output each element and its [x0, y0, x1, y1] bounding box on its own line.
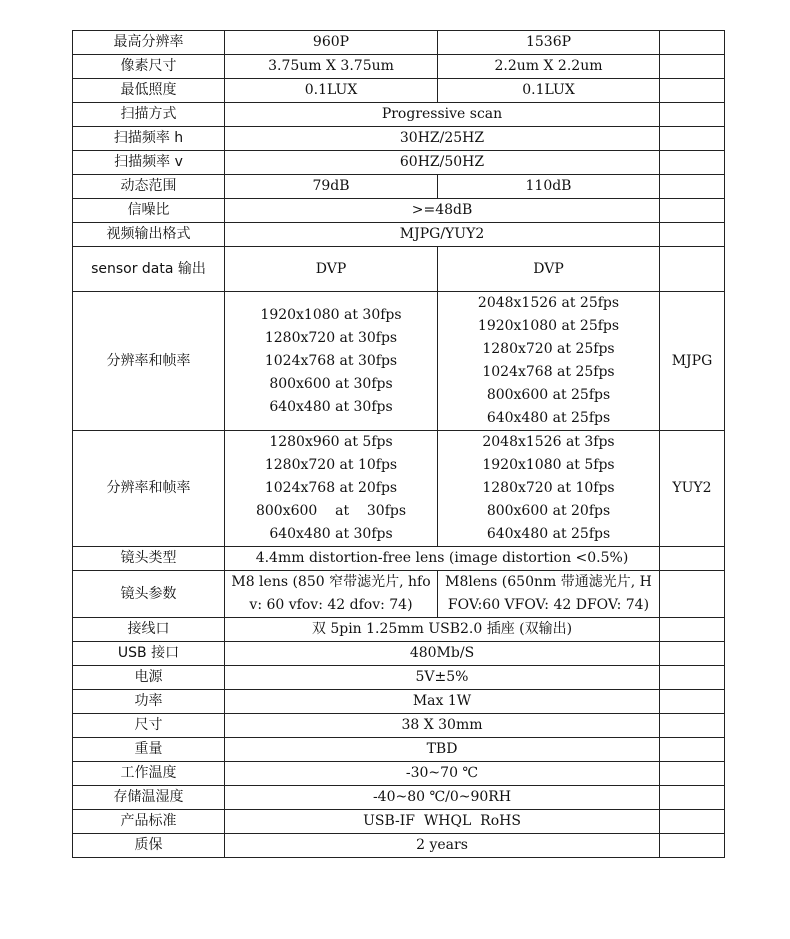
value-a: 3.75um X 3.75um [225, 55, 438, 79]
row-label: 最低照度 [73, 79, 225, 103]
row-resolution-fps-mjpg [73, 292, 725, 431]
row-warranty [73, 834, 725, 858]
row-weight [73, 738, 725, 762]
row-min-illumination [73, 79, 725, 103]
empty-cell [660, 151, 725, 175]
value-1536p: 1536P [438, 31, 660, 55]
row-connector [73, 618, 725, 642]
row-scan-freq-h [73, 127, 725, 151]
row-power-supply [73, 666, 725, 690]
fps-line: 1024x768 at 30fps [264, 352, 398, 369]
empty-cell [660, 103, 725, 127]
empty-cell [660, 247, 725, 292]
fps-line: 1024x768 at 25fps [482, 364, 615, 380]
fps-line: 1024x768 at 20fps [264, 480, 398, 496]
empty-cell [660, 642, 725, 666]
fps-line: 1280x720 at 10fps [482, 480, 615, 496]
value-merged: 30HZ/25HZ [225, 127, 660, 151]
value-a: M8 lens (850 窄带滤光片, hfov: 60 vfov: 42 dfov: 74) [225, 571, 438, 618]
row-operating-temp [73, 762, 725, 786]
empty-cell [660, 571, 725, 618]
format-label: MJPG [660, 292, 725, 431]
fps-line: 2048x1526 at 3fps [482, 434, 615, 450]
row-sensor-output [73, 247, 725, 292]
row-dimensions [73, 714, 725, 738]
fps-list-b [438, 431, 660, 547]
row-label: 电源 [73, 666, 225, 690]
value-merged: MJPG/YUY2 [225, 223, 660, 247]
fps-line: 1280x960 at 5fps [269, 434, 393, 450]
empty-cell [660, 31, 725, 55]
value-merged: Progressive scan [225, 103, 660, 127]
row-standards [73, 810, 725, 834]
value-merged: 38 X 30mm [225, 714, 660, 738]
empty-cell [660, 127, 725, 151]
value-b: DVP [438, 247, 660, 292]
row-label: 镜头参数 [73, 571, 225, 618]
row-power [73, 690, 725, 714]
value-merged: TBD [225, 738, 660, 762]
empty-cell [660, 223, 725, 247]
value-merged: -40~80 ℃/0~90RH [225, 786, 660, 810]
value-merged: 2 years [225, 834, 660, 858]
value-merged: >=48dB [225, 199, 660, 223]
row-label: 质保 [73, 834, 225, 858]
empty-cell [660, 810, 725, 834]
row-label: 工作温度 [73, 762, 225, 786]
empty-cell [660, 199, 725, 223]
row-label: 镜头类型 [73, 547, 225, 571]
fps-line: 1920x1080 at 30fps [260, 306, 402, 323]
row-snr [73, 199, 725, 223]
empty-cell [660, 547, 725, 571]
row-dynamic-range [73, 175, 725, 199]
value-a: DVP [225, 247, 438, 292]
row-label: 尺寸 [73, 714, 225, 738]
row-label: 动态范围 [73, 175, 225, 199]
fps-line: 800x600 at 30fps [255, 503, 407, 519]
fps-list-a [225, 431, 438, 547]
fps-line: 1280x720 at 10fps [264, 457, 398, 473]
row-scan-freq-v [73, 151, 725, 175]
row-label: 分辨率和帧率 [73, 292, 225, 431]
value-960p: 960P [225, 31, 438, 55]
row-lens-type [73, 547, 725, 571]
fps-list-a [225, 292, 438, 431]
value-merged: USB-IF WHQL RoHS [225, 810, 660, 834]
value-merged: -30~70 ℃ [225, 762, 660, 786]
empty-cell [660, 834, 725, 858]
fps-line: 800x600 at 25fps [486, 387, 611, 403]
value-merged: 4.4mm distortion-free lens (image distortion <0.5%) [225, 547, 660, 571]
row-max-resolution [73, 31, 725, 55]
row-resolution-fps-yuy2 [73, 431, 725, 547]
value-b: M8lens (650nm 带通滤光片, HFOV:60 VFOV: 42 DFOV: 74) [438, 571, 660, 618]
value-merged: 5V±5% [225, 666, 660, 690]
empty-cell [660, 666, 725, 690]
empty-cell [660, 762, 725, 786]
fps-line: 640x480 at 25fps [486, 410, 611, 426]
empty-cell [660, 786, 725, 810]
value-a: 0.1LUX [225, 79, 438, 103]
value-b: 2.2um X 2.2um [438, 55, 660, 79]
row-label: USB 接口 [73, 642, 225, 666]
fps-line: 800x600 at 30fps [269, 375, 393, 392]
value-merged: 双 5pin 1.25mm USB2.0 插座 (双输出) [225, 618, 660, 642]
empty-cell [660, 618, 725, 642]
value-merged: 480Mb/S [225, 642, 660, 666]
empty-cell [660, 79, 725, 103]
row-label: 扫描频率 h [73, 127, 225, 151]
empty-cell [660, 55, 725, 79]
row-label: 接线口 [73, 618, 225, 642]
format-label: YUY2 [660, 431, 725, 547]
row-label: 存储温湿度 [73, 786, 225, 810]
row-label: 视频输出格式 [73, 223, 225, 247]
row-label: 信噪比 [73, 199, 225, 223]
row-label: 产品标准 [73, 810, 225, 834]
value-merged: Max 1W [225, 690, 660, 714]
fps-line: 1280x720 at 30fps [264, 329, 398, 346]
empty-cell [660, 714, 725, 738]
fps-line: 800x600 at 20fps [486, 503, 611, 519]
spec-table [72, 30, 725, 858]
empty-cell [660, 175, 725, 199]
fps-line: 1920x1080 at 25fps [477, 318, 620, 334]
row-label: 分辨率和帧率 [73, 431, 225, 547]
row-label: 重量 [73, 738, 225, 762]
fps-line: 640x480 at 30fps [269, 398, 393, 415]
row-label: 功率 [73, 690, 225, 714]
row-storage-temp [73, 786, 725, 810]
row-label: sensor data 输出 [73, 247, 225, 292]
fps-line: 1280x720 at 25fps [482, 341, 615, 357]
empty-cell [660, 690, 725, 714]
fps-line: 640x480 at 25fps [486, 526, 611, 542]
row-scan-mode [73, 103, 725, 127]
fps-list-b [438, 292, 660, 431]
row-video-format [73, 223, 725, 247]
row-lens-params [73, 571, 725, 618]
row-label: 扫描频率 v [73, 151, 225, 175]
value-a: 79dB [225, 175, 438, 199]
value-merged: 60HZ/50HZ [225, 151, 660, 175]
value-b: 0.1LUX [438, 79, 660, 103]
row-pixel-size [73, 55, 725, 79]
row-label: 扫描方式 [73, 103, 225, 127]
row-usb [73, 642, 725, 666]
empty-cell [660, 738, 725, 762]
fps-line: 2048x1526 at 25fps [477, 295, 620, 311]
value-b: 110dB [438, 175, 660, 199]
row-label: 像素尺寸 [73, 55, 225, 79]
fps-line: 640x480 at 30fps [269, 526, 393, 542]
row-label: 最高分辨率 [73, 31, 225, 55]
fps-line: 1920x1080 at 5fps [482, 457, 615, 473]
